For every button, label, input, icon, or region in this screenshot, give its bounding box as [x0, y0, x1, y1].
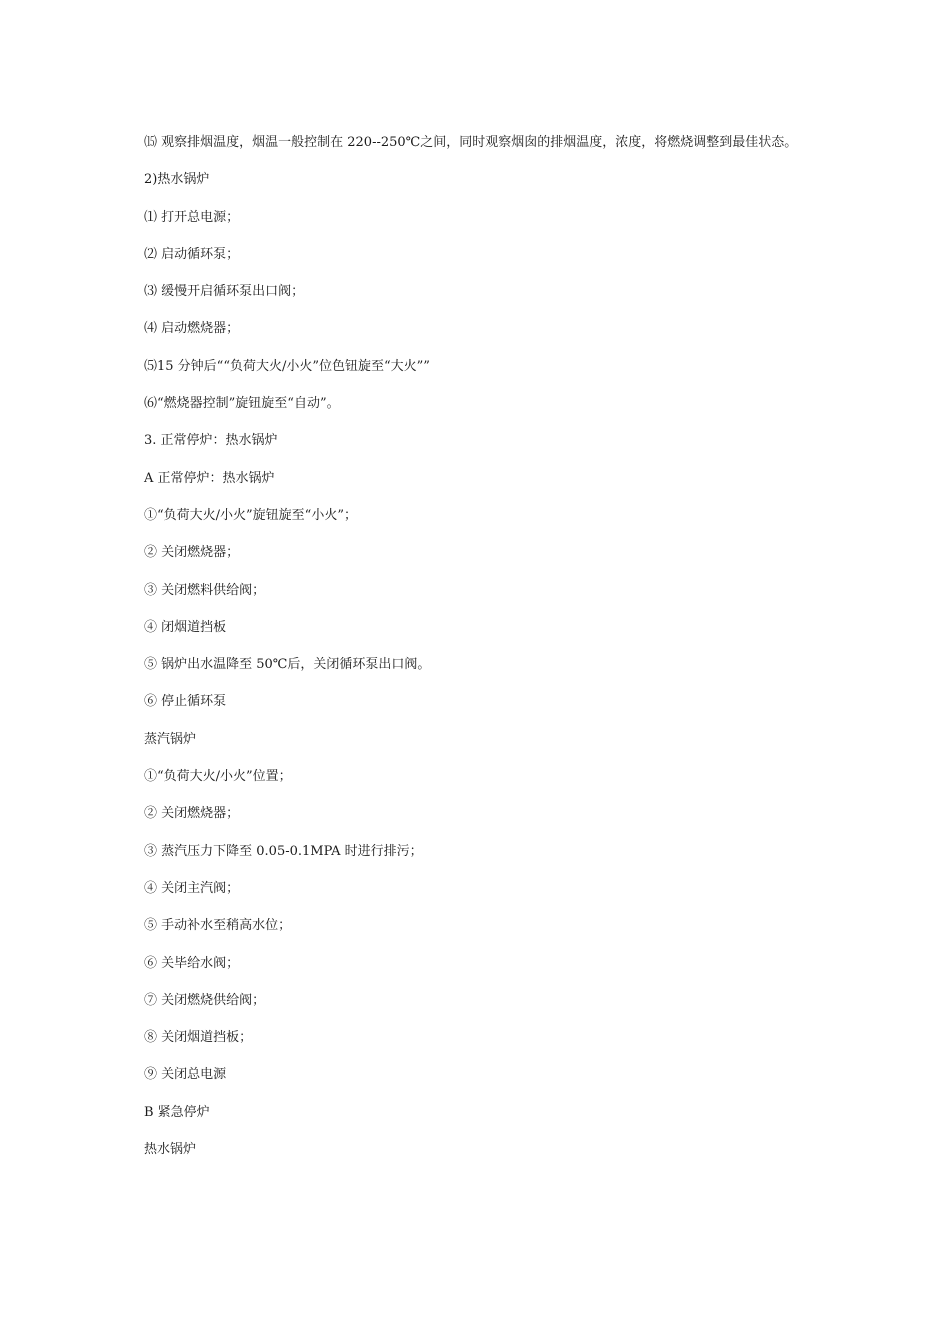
- step-stop-circulation-pump: ⑥ 停止循环泵: [144, 694, 227, 710]
- step-open-main-power: ⑴ 打开总电源；: [144, 209, 240, 225]
- step-close-pump-outlet-at-50c: ⑤ 锅炉出水温降至 50℃后，关闭循环泵出口阀。: [144, 657, 431, 673]
- heading-emergency-shutdown: B 紧急停炉: [144, 1104, 210, 1120]
- step-start-circulation-pump: ⑵ 启动循环泵；: [144, 246, 240, 262]
- step-burner-control-auto: ⑹“燃烧器控制”旋钮旋至“自动”。: [144, 396, 340, 412]
- step-start-burner: ⑷ 启动燃烧器；: [144, 321, 240, 337]
- step-manual-water-fill: ⑤ 手动补水至稍高水位；: [144, 918, 292, 934]
- document-body: [144, 124, 814, 1168]
- step-close-main-power: ⑨ 关闭总电源: [144, 1067, 227, 1083]
- step-steam-close-burner: ② 关闭燃烧器；: [144, 806, 240, 822]
- step-steam-load-position: ①“负荷大火/小火”位置；: [144, 769, 292, 785]
- step-close-combustion-supply-valve: ⑦ 关闭燃烧供给阀；: [144, 992, 266, 1008]
- step-steam-blowdown: ③ 蒸汽压力下降至 0.05-0.1MPA 时进行排污；: [144, 843, 423, 859]
- step-open-pump-outlet-valve: ⑶ 缓慢开启循环泵出口阀；: [144, 284, 305, 300]
- step-close-main-steam-valve: ④ 关闭主汽阀；: [144, 880, 240, 896]
- paragraph-flue-temperature: ⒂ 观察排烟温度，烟温一般控制在 220--250℃之间，同时观察烟囱的排烟温度，浓度，将燃烧调整到最佳状态。: [144, 135, 798, 150]
- step-close-flue-damper: ④ 闭烟道挡板: [144, 619, 227, 635]
- heading-normal-shutdown: 3. 正常停炉：热水锅炉: [144, 433, 278, 449]
- step-steam-close-flue-damper: ⑧ 关闭烟道挡板；: [144, 1030, 253, 1046]
- heading-emergency-hot-water-boiler: 热水锅炉: [144, 1142, 197, 1158]
- step-close-fuel-valve: ③ 关闭燃料供给阀；: [144, 582, 266, 598]
- step-high-fire-after-15min: ⑸15 分钟后““负荷大火/小火”位色钮旋至“大火””: [144, 358, 430, 374]
- heading-steam-boiler: 蒸汽锅炉: [144, 731, 197, 747]
- subheading-normal-shutdown-hot-water: A 正常停炉：热水锅炉: [144, 470, 275, 486]
- step-close-feed-water-valve: ⑥ 关毕给水阀；: [144, 955, 240, 971]
- step-close-burner: ② 关闭燃烧器；: [144, 545, 240, 561]
- step-load-to-low-fire: ①“负荷大火/小火”旋钮旋至“小火”；: [144, 507, 357, 523]
- heading-hot-water-boiler: 2)热水锅炉: [144, 172, 210, 188]
